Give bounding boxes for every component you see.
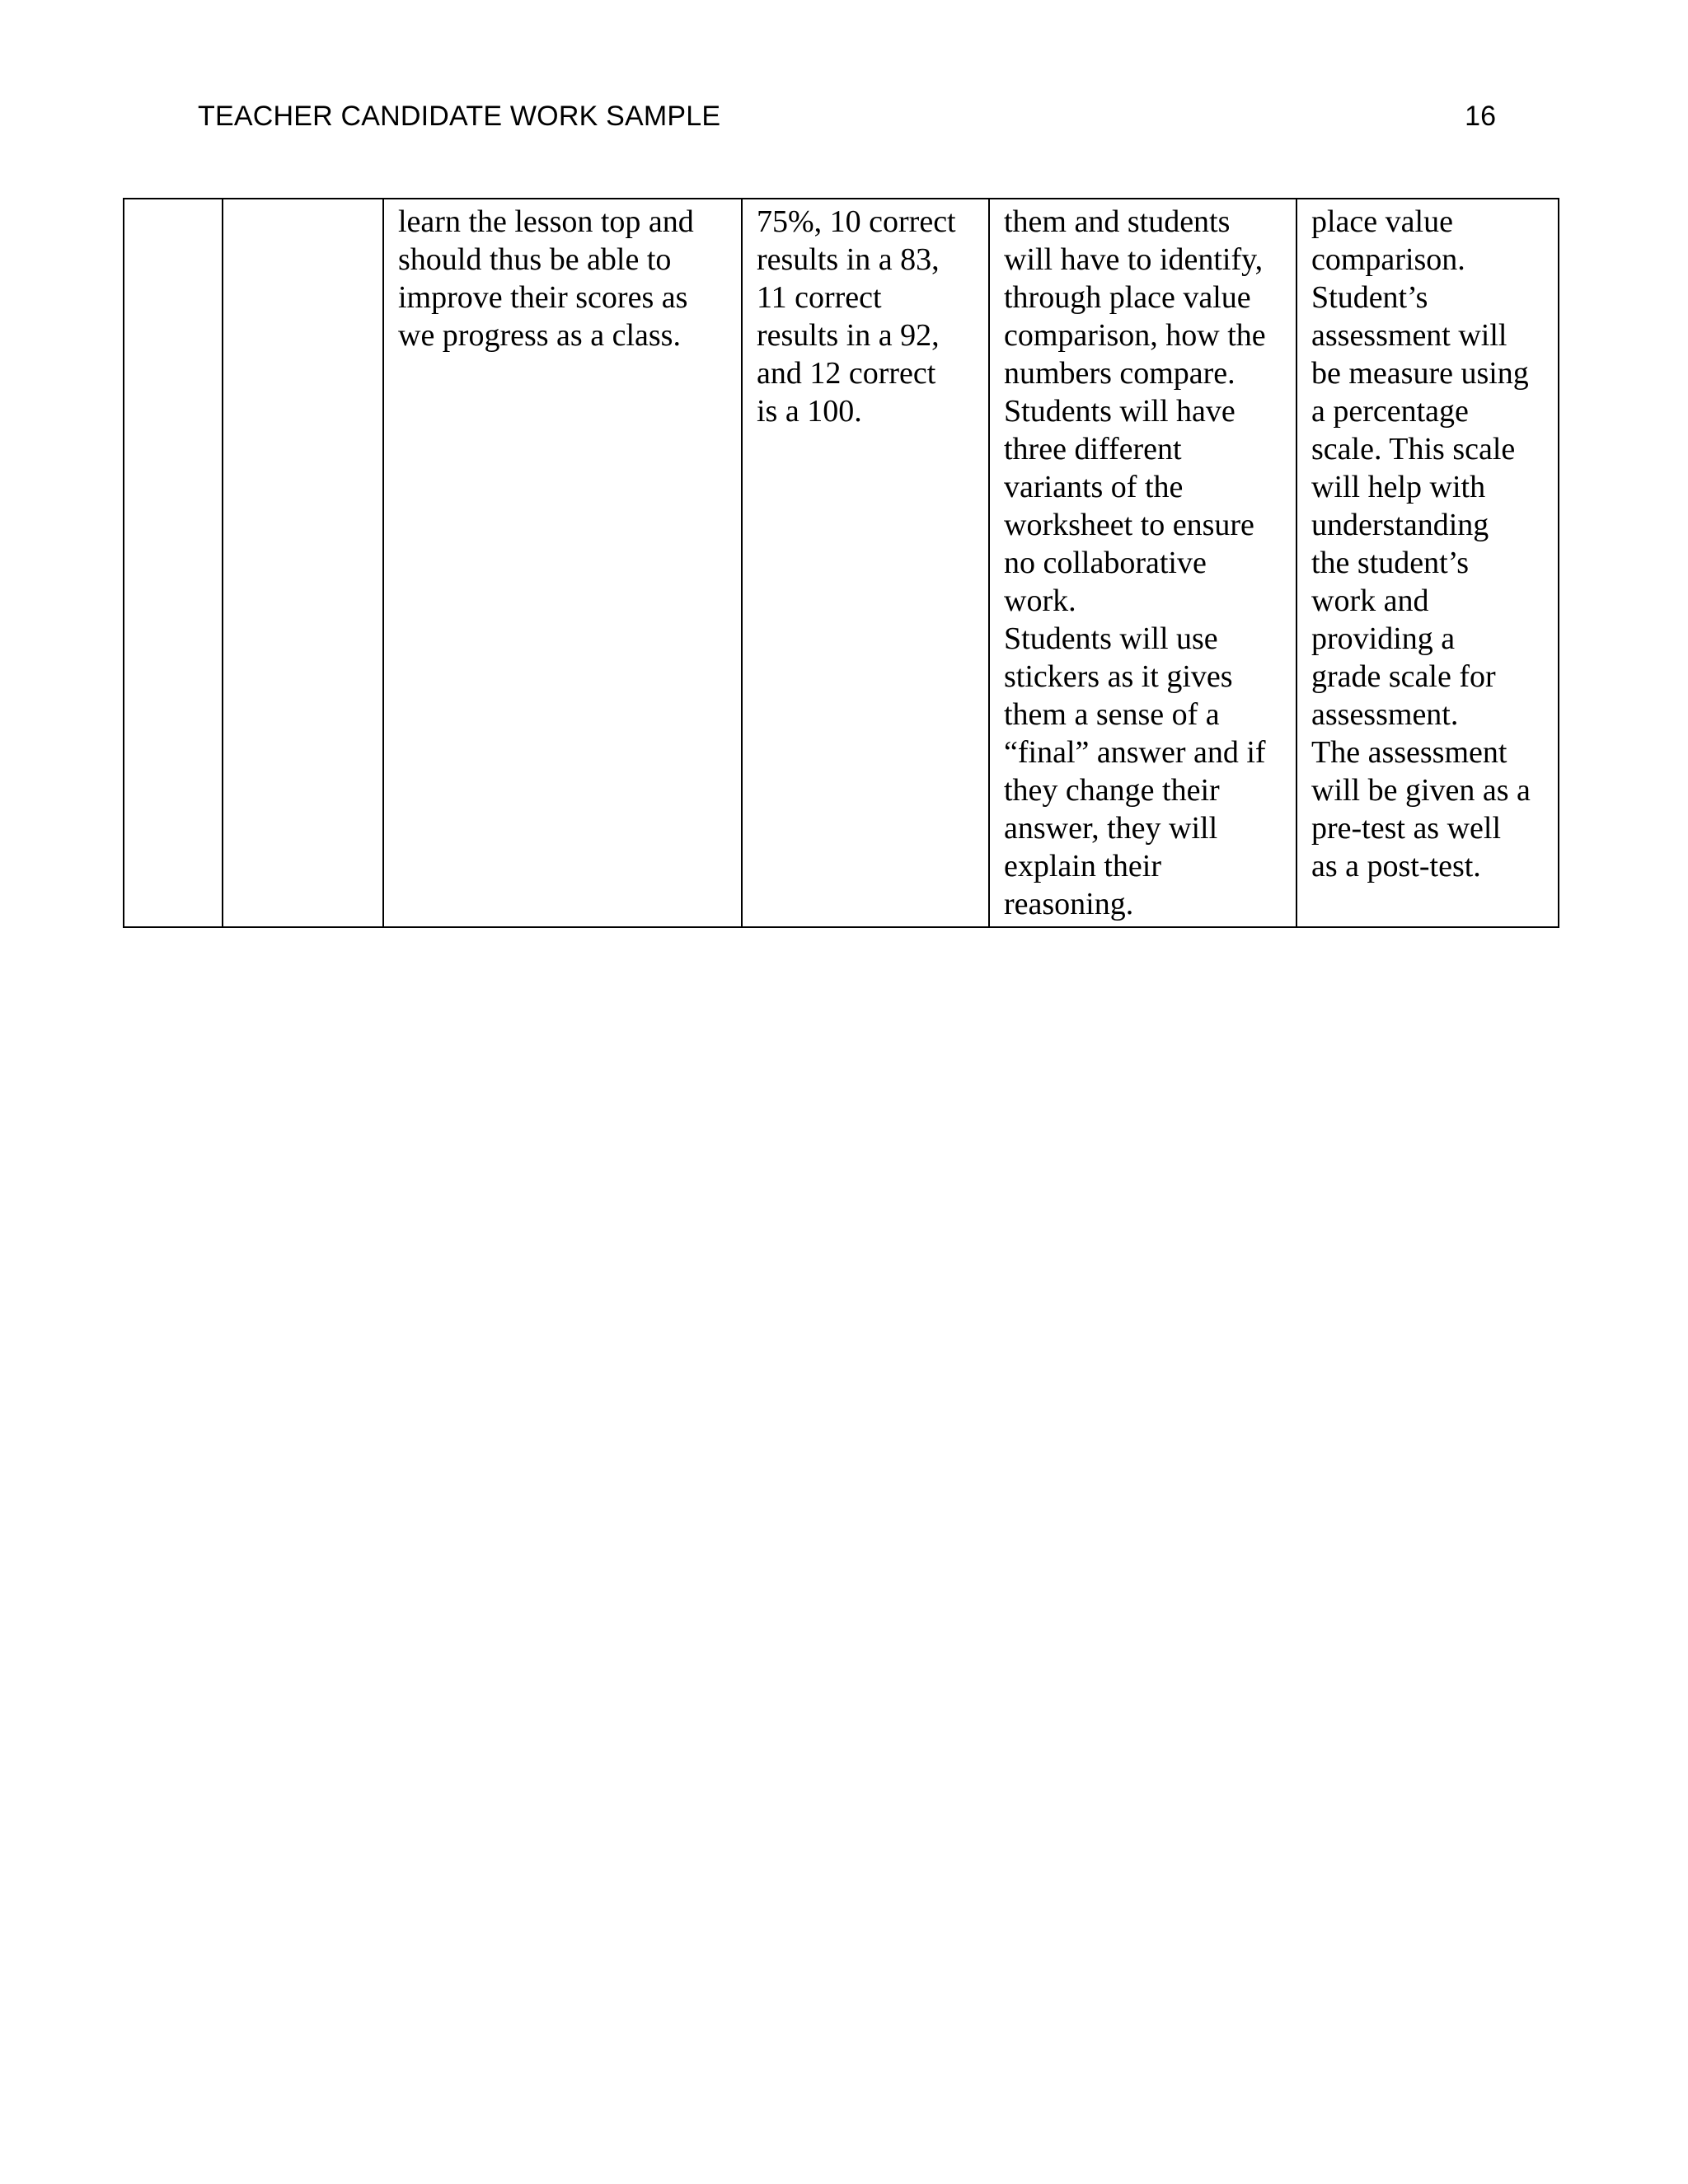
work-sample-table (123, 198, 1559, 928)
table-cell-col4: 75%, 10 correct results in a 83, 11 correct results in a 92, and 12 correct is a 100. (742, 199, 989, 927)
table-cell-col5: them and students will have to identify, through place value comparison, how the numbers compare. Students will have three different variants of the worksheet to ensure no collaborative work. Students will use stickers as it gives them a sense of a “final” answer and if they change their answer, they will explain their reasoning. (989, 199, 1296, 927)
table-cell-col3: learn the lesson top and should thus be able to improve their scores as we progress as a class. (383, 199, 742, 927)
page-number: 16 (1465, 101, 1496, 132)
table-cell-col6: place value comparison. Student’s assessment will be measure using a percentage scale. This scale will help with understanding the student’s work and providing a grade scale for assessment. The assessment will be given as a pre-test as well as a post-test. (1296, 199, 1559, 927)
table-row (124, 199, 1559, 927)
table-cell-col1 (124, 199, 223, 927)
running-header: TEACHER CANDIDATE WORK SAMPLE (198, 101, 721, 132)
table-cell-col2 (223, 199, 383, 927)
